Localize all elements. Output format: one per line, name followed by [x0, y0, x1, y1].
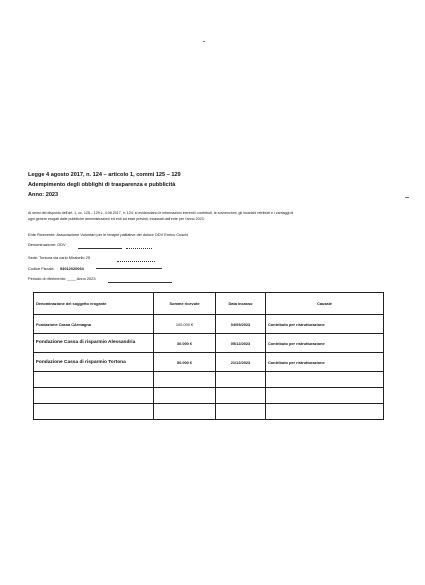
intro-line-1: Ai sensi del disposto dell'art. 1, cc. 125 – 129 L. 4.08.2017, n. 124, si evidenziano le informazioni inerenti i contributi, le sovvenzioni, gli incarichi retribuiti e i vantaggi di — [28, 211, 294, 215]
denomination-underline-dotted — [126, 248, 152, 249]
seat-field: Sede: Tortona via carlo Mirabello 25 — [28, 255, 90, 260]
table-row-empty — [34, 372, 384, 388]
date-cell: 21/12/2023 — [216, 353, 266, 372]
intro-line-2: ogni genere erogati dalle pubbliche amministrazioni ed enti ad esse previsti, incassati dall'ente per l'anno 2023: — [28, 217, 205, 221]
reason-cell: Contributo per ristrutturazione — [266, 353, 384, 372]
empty-cell — [266, 372, 384, 388]
header-donor: Denominazione del soggetto erogante — [34, 293, 154, 315]
tax-code-label: Codice Fiscale: — [28, 266, 55, 271]
empty-cell — [216, 372, 266, 388]
document-year: Anno: 2023 — [28, 192, 59, 198]
amount-cell: 100.000 € — [154, 315, 216, 334]
table-row — [34, 315, 384, 334]
table-row — [34, 353, 384, 372]
tax-code-value: 94012020064 — [60, 266, 84, 271]
document-subject: Adempimento degli obblighi di trasparenza e pubblicità — [28, 182, 176, 188]
scan-speck — [405, 197, 409, 198]
table-header-row — [34, 293, 384, 315]
header-reason: Causale — [266, 293, 384, 315]
reference-period-field: Periodo di riferimento: ____ Anno 2023 — [28, 276, 96, 281]
empty-cell — [154, 388, 216, 404]
empty-cell — [34, 404, 154, 420]
denomination-underline — [78, 248, 122, 249]
header-date: Data incasso — [216, 293, 266, 315]
empty-cell — [34, 388, 154, 404]
empty-cell — [216, 404, 266, 420]
date-cell: 05/12/2023 — [216, 334, 266, 353]
recipient-entity: Ente Ricevente: Associazione Volontari per le terapie palliative del dolore ODV Enrico Cuschi — [28, 232, 189, 237]
donor-cell: Fondazione Cassa di risparmio Alessandria — [34, 334, 154, 353]
donor-cell: Fondazione Cassa di risparmio Tortona — [34, 353, 154, 372]
donor-cell: Fondazione Cassa CArmagna — [34, 315, 154, 334]
seat-underline-extra — [96, 268, 162, 269]
reason-cell: Contributo per ristrutturazione — [266, 334, 384, 353]
header-amount: Somme ricevute — [154, 293, 216, 315]
empty-cell — [266, 388, 384, 404]
contributions-table — [33, 292, 384, 420]
empty-cell — [154, 404, 216, 420]
scan-speck — [203, 41, 205, 42]
empty-cell — [34, 372, 154, 388]
empty-cell — [216, 388, 266, 404]
law-reference: Legge 4 agosto 2017, n. 124 – articolo 1, commi 125 – 129 — [28, 172, 181, 178]
empty-cell — [266, 404, 384, 420]
seat-underline — [117, 261, 155, 262]
amount-cell: 50.000 € — [154, 353, 216, 372]
denomination-field: Denominazione: ODV — [28, 242, 66, 247]
amount-cell: 30.000 € — [154, 334, 216, 353]
table-row-empty — [34, 404, 384, 420]
reason-cell: Contributo per ristrutturazione — [266, 315, 384, 334]
reference-period-underline — [108, 282, 172, 283]
table-row-empty — [34, 388, 384, 404]
date-cell: 04/09/2023 — [216, 315, 266, 334]
empty-cell — [154, 372, 216, 388]
table-row — [34, 334, 384, 353]
